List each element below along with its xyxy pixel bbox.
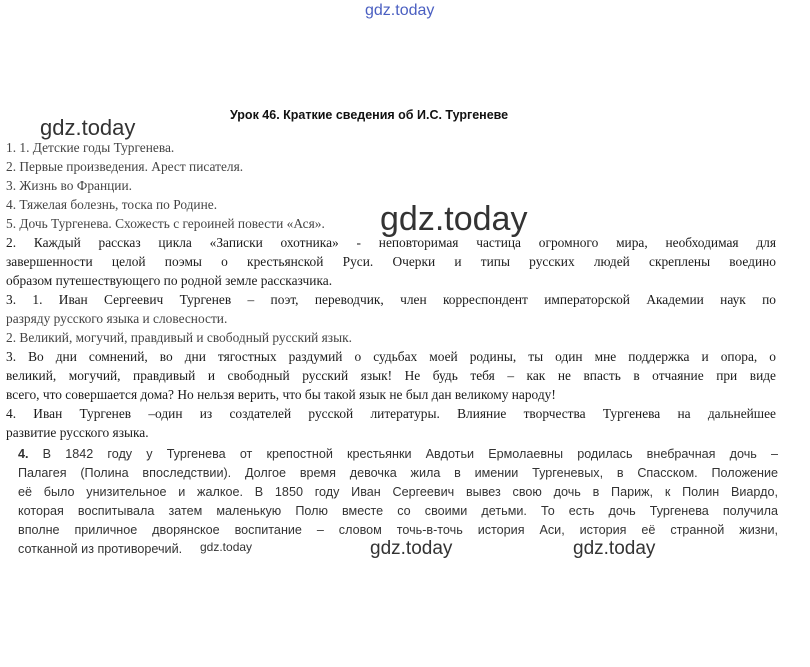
task3-block	[6, 290, 776, 442]
task1-item: 3. Жизнь во Франции.	[6, 178, 132, 193]
task1-item: 4. Тяжелая болезнь, тоска по Родине.	[6, 197, 218, 212]
task3-line: 3. Во дни сомнений, во дни тягостных раздумий о судьбах моей родины, ты один мне поддержка и опора, о	[6, 349, 776, 364]
task3-line: всего, что совершается дома? Но нельзя верить, что бы такой язык не был дан великому народу!	[6, 387, 556, 402]
task2-line: завершенности целой поэмы о крестьянской Руси. Очерки и типы русских людей скреплены воедино	[6, 254, 776, 269]
watermark-bottom-mid: gdz.today	[370, 538, 453, 559]
task3-line: 4. Иван Тургенев –один из создателей русской литературы. Влияние творчества Тургенева на дальнейшее	[6, 406, 776, 421]
task1-list	[6, 138, 776, 233]
task4-line: Палагея (Полина впоследствии). Долгое время девочка жила в имении Тургеневых, в Спасском. Положение	[18, 466, 778, 480]
task4-line: которая воспитывала затем маленькую Полю вместе со своими детьми. То есть дочь Тургенева получила	[18, 504, 778, 518]
task1-item: 2. Первые произведения. Арест писателя.	[6, 159, 244, 174]
task1-item: 5. Дочь Тургенева. Схожесть с героиней повести «Ася».	[6, 216, 325, 231]
task1-item: 1. 1. Детские годы Тургенева.	[6, 140, 175, 155]
task4-number: 4.	[18, 447, 29, 461]
watermark-mid-large: gdz.today	[380, 200, 528, 238]
task3-line: развитие русского языка.	[6, 425, 149, 440]
task4-line: сотканной из противоречий.	[18, 542, 183, 556]
page-title: Урок 46. Краткие сведения об И.С. Тургеневе	[230, 108, 509, 122]
watermark-bottom-small: gdz.today	[200, 540, 253, 554]
task2-line: 2. Каждый рассказ цикла «Записки охотника» - неповторимая частица огромного мира, необходимая для	[6, 235, 776, 250]
task3-line: 3. 1. Иван Сергеевич Тургенев – поэт, переводчик, член корреспондент императорской Академии наук по	[6, 292, 776, 307]
task4-line: её было унизительное и жалкое. В 1850 году Иван Сергеевич вывез свою дочь в Париж, к Полин Виардо,	[18, 485, 778, 499]
task2-paragraph	[6, 233, 776, 290]
watermark-mid-left: gdz.today	[40, 115, 136, 140]
task4-first-line	[18, 445, 778, 464]
task4-first-line-text: В 1842 году у Тургенева от крепостной крестьянки Авдотьи Ермолаевны родилась внебрачная дочь –	[28, 447, 778, 461]
task2-line: образом путешествующего по родной земле рассказчика.	[6, 273, 333, 288]
task3-line: 2. Великий, могучий, правдивый и свободный русский язык.	[6, 330, 352, 345]
task3-line: великий, могучий, правдивый и свободный русский язык! Не будь тебя – как не впасть в отчаяние при виде	[6, 368, 776, 383]
task4-line: вполне приличное дворянское воспитание – словом точь-в-точь история Аси, история её странной жизни,	[18, 523, 778, 537]
watermark-bottom-right: gdz.today	[573, 538, 656, 559]
task3-line: разряду русского языка и словесности.	[6, 311, 228, 326]
watermark-top: gdz.today	[365, 2, 435, 19]
